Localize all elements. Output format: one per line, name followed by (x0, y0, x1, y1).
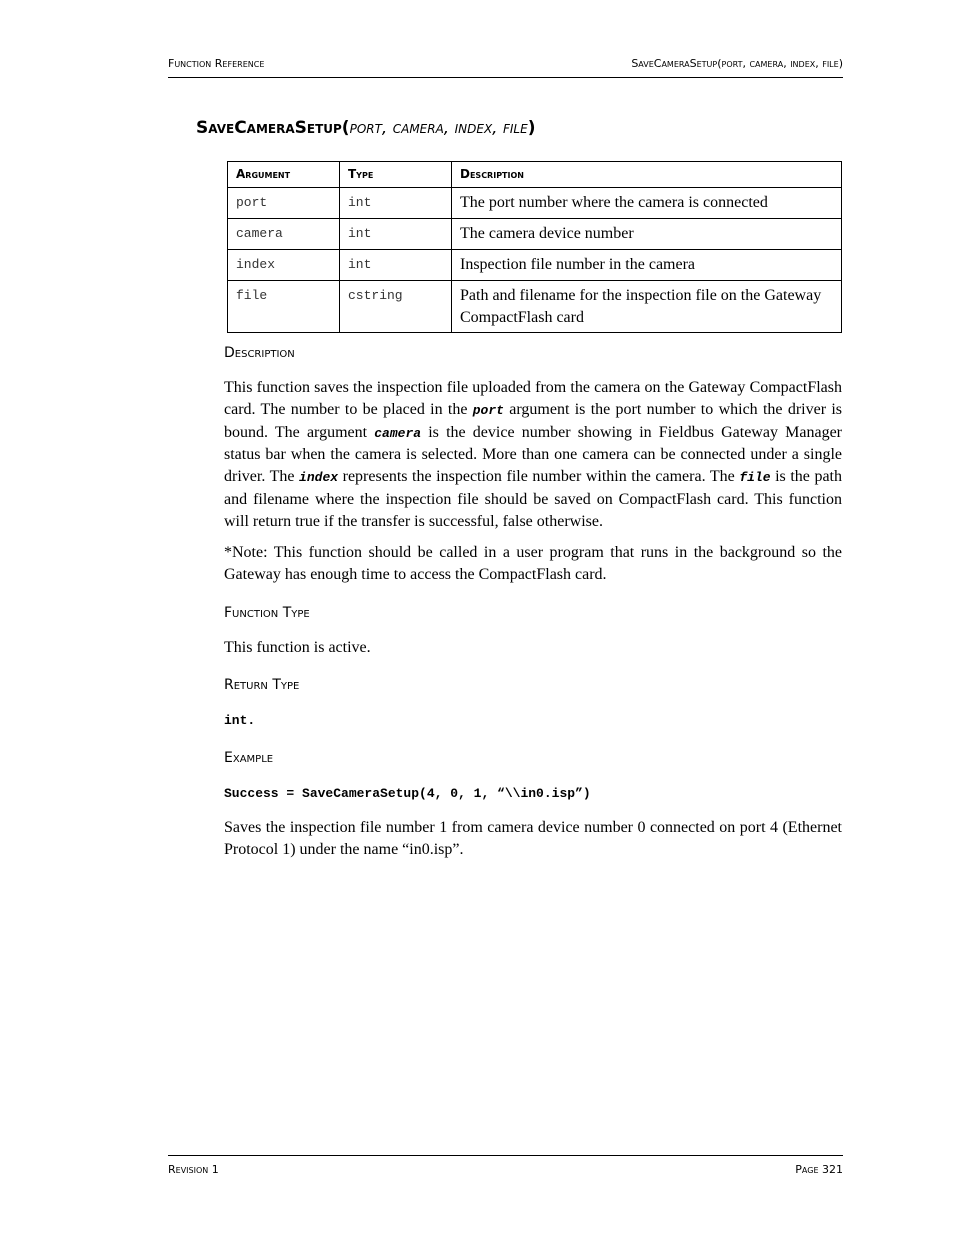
header-function-signature: SaveCameraSetup(port, camera, index, file) (631, 57, 843, 70)
argument-cell: file (228, 281, 340, 333)
function-title-name: SaveCameraSetup( (196, 118, 350, 138)
arguments-table (227, 161, 842, 333)
table-row (228, 281, 842, 333)
description-cell: The camera device number (452, 219, 842, 250)
argument-cell: port (228, 188, 340, 219)
inline-code-port: port (472, 402, 504, 418)
inline-code-index: index (299, 470, 339, 486)
argument-cell: index (228, 250, 340, 281)
return-type-heading: Return Type (224, 677, 300, 693)
description-cell: The port number where the camera is connected (452, 188, 842, 219)
table-header-row (228, 162, 842, 188)
running-footer (168, 1155, 843, 1176)
table-row (228, 188, 842, 219)
example-code: Success = SaveCameraSetup(4, 0, 1, “\\in0.isp”) (224, 786, 591, 801)
description-cell: Inspection file number in the camera (452, 250, 842, 281)
note-paragraph: *Note: This function should be called in a user program that runs in the background so the Gateway has enough time to access the CompactFlash card. (224, 544, 842, 583)
function-title-params: port, camera, index, file (349, 118, 528, 138)
type-cell: cstring (340, 281, 452, 333)
footer-page-number: Page 321 (795, 1163, 843, 1176)
column-header-type: Type (340, 162, 452, 188)
type-cell: int (340, 250, 452, 281)
function-type-heading: Function Type (224, 605, 310, 621)
footer-revision: Revision 1 (168, 1163, 219, 1176)
table-row (228, 219, 842, 250)
type-cell: int (340, 188, 452, 219)
argument-cell: camera (228, 219, 340, 250)
header-section-title: Function Reference (168, 57, 265, 70)
example-heading: Example (224, 750, 274, 766)
column-header-argument: Argument (228, 162, 340, 188)
example-text: Saves the inspection file number 1 from camera device number 0 connected on port 4 (Ethernet Protocol 1) under the name “in0.isp”. (224, 819, 842, 858)
inline-code-file: file (739, 470, 771, 486)
description-cell: Path and filename for the inspection file on the Gateway CompactFlash card (452, 281, 842, 333)
return-type-code: int. (224, 713, 256, 728)
description-paragraph: This function saves the inspection file uploaded from the camera on the Gateway CompactFlash card. The number to be placed in the port argument is the port number to which the driver is bound. The argument camera is the device number showing in Fieldbus Gateway Manager status bar when the camera is selected. More than one camera can be connected under a single driver. The index represents the inspection file number within the camera. The file is the path and filename where the inspection file should be saved on CompactFlash card. This function will return true if the transfer is successful, false otherwise. (224, 379, 843, 530)
column-header-description: Description (452, 162, 842, 188)
type-cell: int (340, 219, 452, 250)
function-title-close: ) (527, 118, 536, 138)
inline-code-camera: camera (374, 425, 422, 441)
table-row (228, 250, 842, 281)
running-header (168, 56, 843, 78)
function-title (196, 118, 535, 138)
function-type-text: This function is active. (224, 639, 371, 656)
description-heading: Description (224, 345, 295, 361)
